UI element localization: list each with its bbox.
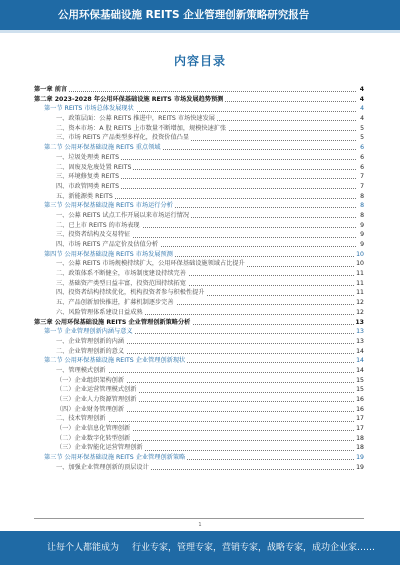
toc-entry-title: 第二节 公用环保基础设施 REITS 重点领域 — [44, 144, 161, 152]
toc-entry[interactable] — [34, 443, 364, 453]
toc-entry-title: 二、政策体系不断健全，市场制度建设持续完善 — [56, 270, 186, 278]
table-of-contents — [34, 85, 364, 473]
toc-entry-title: （四）企业财务管理创新 — [56, 405, 125, 413]
toc-entry-page: 13 — [356, 337, 364, 345]
toc-entry[interactable] — [34, 298, 364, 308]
toc-entry-title: （一）企业组织架构创新 — [56, 376, 125, 384]
toc-entry[interactable] — [34, 182, 364, 192]
toc-entry-page: 8 — [360, 202, 364, 210]
toc-entry-title: （三）企业人力资源管理创新 — [56, 396, 137, 403]
toc-entry-title: 五、产品创新加快推进，扩募机制逐步完善 — [56, 299, 174, 307]
toc-entry[interactable] — [34, 318, 364, 328]
toc-entry-title: （二）企业数字化转型创新 — [56, 434, 131, 442]
toc-entry-title: 第一节 企业管理创新内涵与意义 — [44, 328, 133, 336]
toc-entry-title: 一、管理模式创新 — [56, 366, 106, 374]
toc-entry-page: 6 — [360, 163, 364, 171]
toc-entry-page: 5 — [360, 124, 364, 132]
toc-entry[interactable] — [34, 143, 364, 153]
toc-title: 内容目录 — [173, 54, 226, 68]
toc-entry-title: 五、新能源类 REITS — [56, 192, 113, 200]
toc-entry-page: 4 — [360, 105, 364, 113]
toc-entry-title: 二、已上市 REITS 的市场表现 — [56, 221, 140, 229]
toc-entry[interactable] — [34, 405, 364, 415]
toc-entry-title: 一、企业管理创新的内涵 — [56, 337, 125, 345]
toc-entry[interactable] — [34, 308, 364, 318]
toc-entry-title: 二、企业管理创新的意义 — [56, 347, 125, 355]
toc-entry-title: 四、市政管网类 REITS — [56, 182, 120, 190]
toc-entry-title: 二、固废及危废处置 REITS — [56, 163, 132, 171]
toc-entry[interactable] — [34, 211, 364, 221]
toc-entry-title: 一、公募 REITS 市场规模持续扩大，公用环保基础设施领域占比提升 — [56, 260, 245, 268]
page-number: 1 — [198, 522, 202, 528]
toc-entry-page: 9 — [360, 221, 364, 229]
toc-entry[interactable] — [34, 240, 364, 250]
toc-entry-page: 8 — [360, 211, 364, 219]
toc-entry-title: 一、政策层面：公募 REITS 推进中，REITS 市场快速发展 — [56, 115, 215, 123]
toc-entry[interactable] — [34, 347, 364, 357]
toc-entry[interactable] — [34, 259, 364, 269]
toc-entry-page: 19 — [356, 454, 364, 462]
toc-entry-title: 一、加强企业管理创新的顶层设计 — [56, 463, 149, 471]
toc-entry[interactable] — [34, 463, 364, 473]
toc-entry-page: 18 — [356, 434, 364, 442]
toc-entry[interactable] — [34, 124, 364, 134]
toc-entry-title: （二）企业运营管理模式创新 — [56, 386, 137, 394]
toc-entry[interactable] — [34, 230, 364, 240]
toc-entry-title: 一、垃圾处理类 REITS — [56, 153, 120, 161]
toc-entry[interactable] — [34, 201, 364, 211]
toc-entry[interactable] — [34, 85, 364, 95]
toc-entry-page: 11 — [356, 270, 364, 278]
toc-entry-title: （一）企业信息化管理创新 — [56, 425, 131, 433]
toc-entry[interactable] — [34, 395, 364, 405]
toc-entry-page: 12 — [356, 299, 364, 307]
toc-entry[interactable] — [34, 250, 364, 260]
toc-entry-page: 16 — [356, 405, 364, 413]
toc-entry-page: 12 — [356, 308, 364, 316]
toc-entry-title: 一、公募 REITS 试点工作开展以来市场运行情况 — [56, 211, 190, 219]
toc-entry-page: 6 — [360, 144, 364, 152]
document-header — [0, 0, 400, 30]
toc-entry[interactable] — [34, 424, 364, 434]
toc-entry[interactable] — [34, 133, 364, 143]
toc-entry[interactable] — [34, 114, 364, 124]
footer-divider — [34, 518, 364, 519]
toc-entry-page: 18 — [356, 444, 364, 452]
toc-entry-title: 二、资本市场：A 股 REITS 上市数量不断增加，规模快速扩张 — [56, 124, 227, 132]
footer-slogan-left: 让每个人都能成为 — [47, 543, 120, 553]
toc-entry[interactable] — [34, 104, 364, 114]
toc-entry[interactable] — [34, 434, 364, 444]
toc-leader-dots — [34, 91, 356, 92]
toc-entry[interactable] — [34, 172, 364, 182]
toc-entry-page: 5 — [360, 134, 364, 142]
toc-entry-page: 13 — [356, 328, 364, 336]
toc-entry-title: 三、环境修复类 REITS — [56, 173, 120, 181]
header-divider — [0, 30, 400, 33]
toc-entry-title: 二、技术管理创新 — [56, 415, 106, 423]
toc-entry-page: 11 — [356, 289, 364, 297]
toc-entry-title: 第三节 公用环保基础设施 REITS 市场运行分析 — [44, 202, 173, 210]
toc-entry-page: 17 — [356, 425, 364, 433]
toc-entry[interactable] — [34, 327, 364, 337]
toc-entry-page: 17 — [356, 415, 364, 423]
toc-entry-title: 第三节 公用环保基础设施 REITS 企业管理创新策略 — [44, 454, 186, 462]
toc-entry-page: 14 — [356, 347, 364, 355]
toc-entry-title: 三、投资者结构及交易特征 — [56, 231, 131, 239]
toc-entry-page: 8 — [360, 192, 364, 200]
toc-entry[interactable] — [34, 221, 364, 231]
toc-entry[interactable] — [34, 376, 364, 386]
toc-entry-page: 15 — [356, 386, 364, 394]
toc-entry-title: 四、市场 REITS 产品定价及估值分析 — [56, 241, 159, 248]
toc-entry-page: 6 — [360, 153, 364, 161]
toc-entry-title: （三）企业智能化运营管理创新 — [56, 444, 143, 452]
toc-entry-page: 16 — [356, 396, 364, 403]
toc-entry-page: 15 — [356, 376, 364, 384]
toc-entry-title: 第四节 公用环保基础设施 REITS 市场发展预测 — [44, 250, 173, 258]
toc-entry-page: 4 — [359, 86, 364, 93]
toc-entry[interactable] — [34, 269, 364, 279]
toc-entry-title: 第一章 前言 — [34, 86, 68, 93]
toc-entry-title: 六、风险管理体系建设日益成熟 — [56, 308, 143, 316]
header-title: 公用环保基础设施 REITS 企业管理创新策略研究报告 — [58, 9, 310, 21]
toc-entry[interactable] — [34, 163, 364, 173]
toc-entry[interactable] — [34, 95, 364, 105]
toc-entry-title: 三、市场 REITS 产品类型多样化，投资价值凸显 — [56, 134, 190, 142]
toc-entry[interactable] — [34, 279, 364, 289]
toc-entry-page: 14 — [356, 366, 364, 374]
toc-entry-page: 9 — [360, 241, 364, 248]
footer-slogan-right: 行业专家，管理专家，营销专家，战略专家，成功企业家…… — [132, 543, 376, 553]
toc-entry[interactable] — [34, 153, 364, 163]
toc-entry[interactable] — [34, 366, 364, 376]
toc-entry-page: 7 — [360, 173, 364, 181]
toc-entry-page: 10 — [356, 250, 364, 258]
toc-entry-page: 9 — [360, 231, 364, 239]
toc-entry-page: 11 — [356, 279, 364, 287]
toc-entry-title: 第二节 公用环保基础设施 REITS 企业管理创新现状 — [44, 357, 186, 365]
toc-entry[interactable] — [34, 192, 364, 202]
document-footer — [0, 531, 400, 565]
toc-entry-page: 19 — [356, 463, 364, 471]
toc-entry-page: 14 — [356, 357, 364, 365]
toc-entry-title: 第二章 2023-2028 年公用环保基础设施 REITS 市场发展趋势预测 — [34, 95, 224, 103]
toc-entry[interactable] — [34, 385, 364, 395]
toc-entry[interactable] — [34, 288, 364, 298]
toc-entry-title: 第三章 公用环保基础设施 REITS 企业管理创新策略分析 — [34, 318, 191, 326]
toc-entry-page: 13 — [355, 318, 364, 326]
toc-entry-title: 第一节 REITS 市场总体发展现状 — [44, 105, 134, 113]
toc-entry-title: 三、基础资产类型日益丰富，投资范围持续拓宽 — [56, 279, 186, 287]
toc-entry-title: 四、投资者结构持续优化，机构投资者参与积极性提升 — [56, 289, 205, 297]
toc-entry-page: 7 — [360, 182, 364, 190]
toc-entry[interactable] — [34, 337, 364, 347]
toc-entry-page: 10 — [356, 260, 364, 268]
toc-entry[interactable] — [34, 453, 364, 463]
toc-entry[interactable] — [34, 414, 364, 424]
toc-entry-page: 4 — [359, 95, 364, 103]
toc-entry[interactable] — [34, 356, 364, 366]
toc-entry-page: 4 — [360, 115, 364, 123]
